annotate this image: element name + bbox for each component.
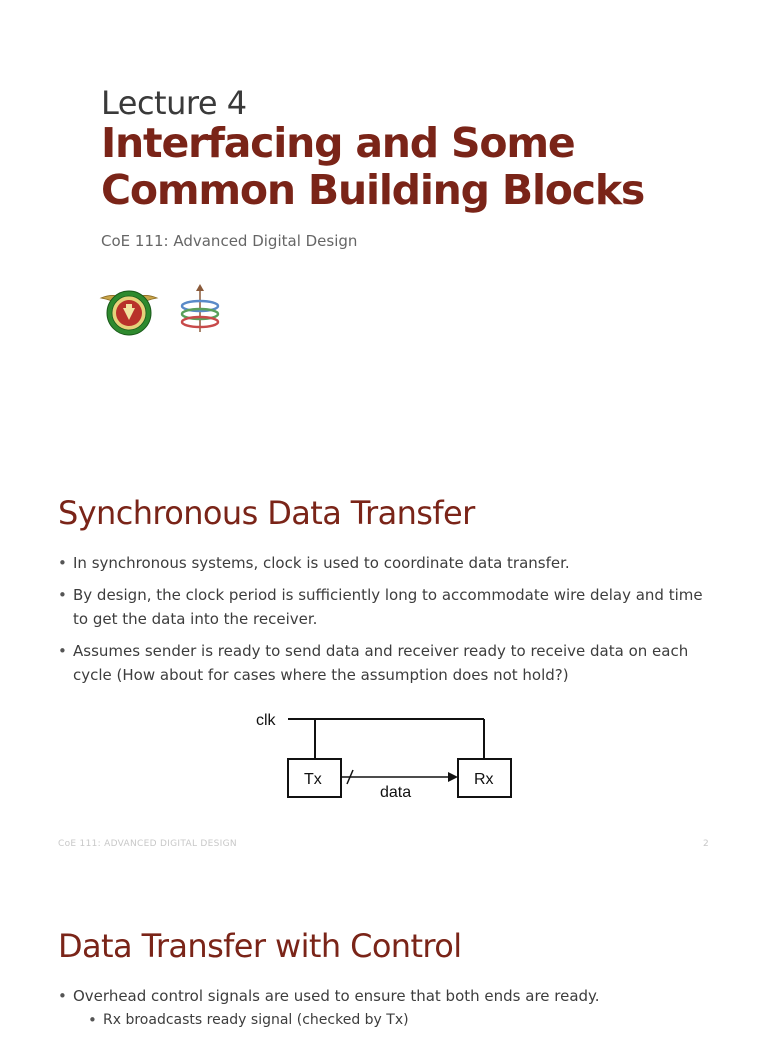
footer-course: CoE 111: ADVANCED DIGITAL DESIGN — [58, 839, 237, 849]
tx-label: Tx — [304, 771, 322, 788]
bullet-glyph: • — [58, 586, 67, 604]
rx-label: Rx — [474, 771, 494, 788]
bullet-text: Assumes sender is ready to send data and receiver ready to receive data on each cycle (How about for cases where the assumption does not hold?) — [73, 642, 689, 684]
bullet-text: In synchronous systems, clock is used to coordinate data transfer. — [73, 554, 570, 572]
bullet-list — [58, 984, 718, 1040]
clk-label: clk — [256, 712, 276, 729]
lecture-title-line-1: Interfacing and Some — [101, 119, 575, 167]
bullet-glyph: • — [58, 642, 67, 660]
slide-title: Synchronous Data Transfer — [58, 494, 475, 532]
data-label: data — [380, 784, 412, 801]
lecture-title-line-2: Common Building Blocks — [101, 166, 645, 214]
bullet-text: By design, the clock period is sufficiently long to accommodate wire delay and time to get the data into the receiver. — [73, 586, 703, 628]
bullet-text: Overhead control signals are used to ensure that both ends are ready. — [73, 987, 600, 1005]
bullet-glyph: • — [58, 987, 67, 1005]
bullet-glyph: • — [58, 554, 67, 572]
sub-list-item — [58, 1008, 718, 1032]
course-subtitle: CoE 111: Advanced Digital Design — [101, 232, 358, 250]
sub-bullet-text: Rx broadcasts ready signal (checked by Tx) — [103, 1012, 409, 1028]
bullet-glyph: • — [88, 1011, 97, 1029]
page-number: 2 — [703, 839, 709, 849]
lecture-number: Lecture 4 — [101, 84, 247, 122]
slide-title: Data Transfer with Control — [58, 927, 462, 965]
list-item — [58, 984, 718, 1008]
